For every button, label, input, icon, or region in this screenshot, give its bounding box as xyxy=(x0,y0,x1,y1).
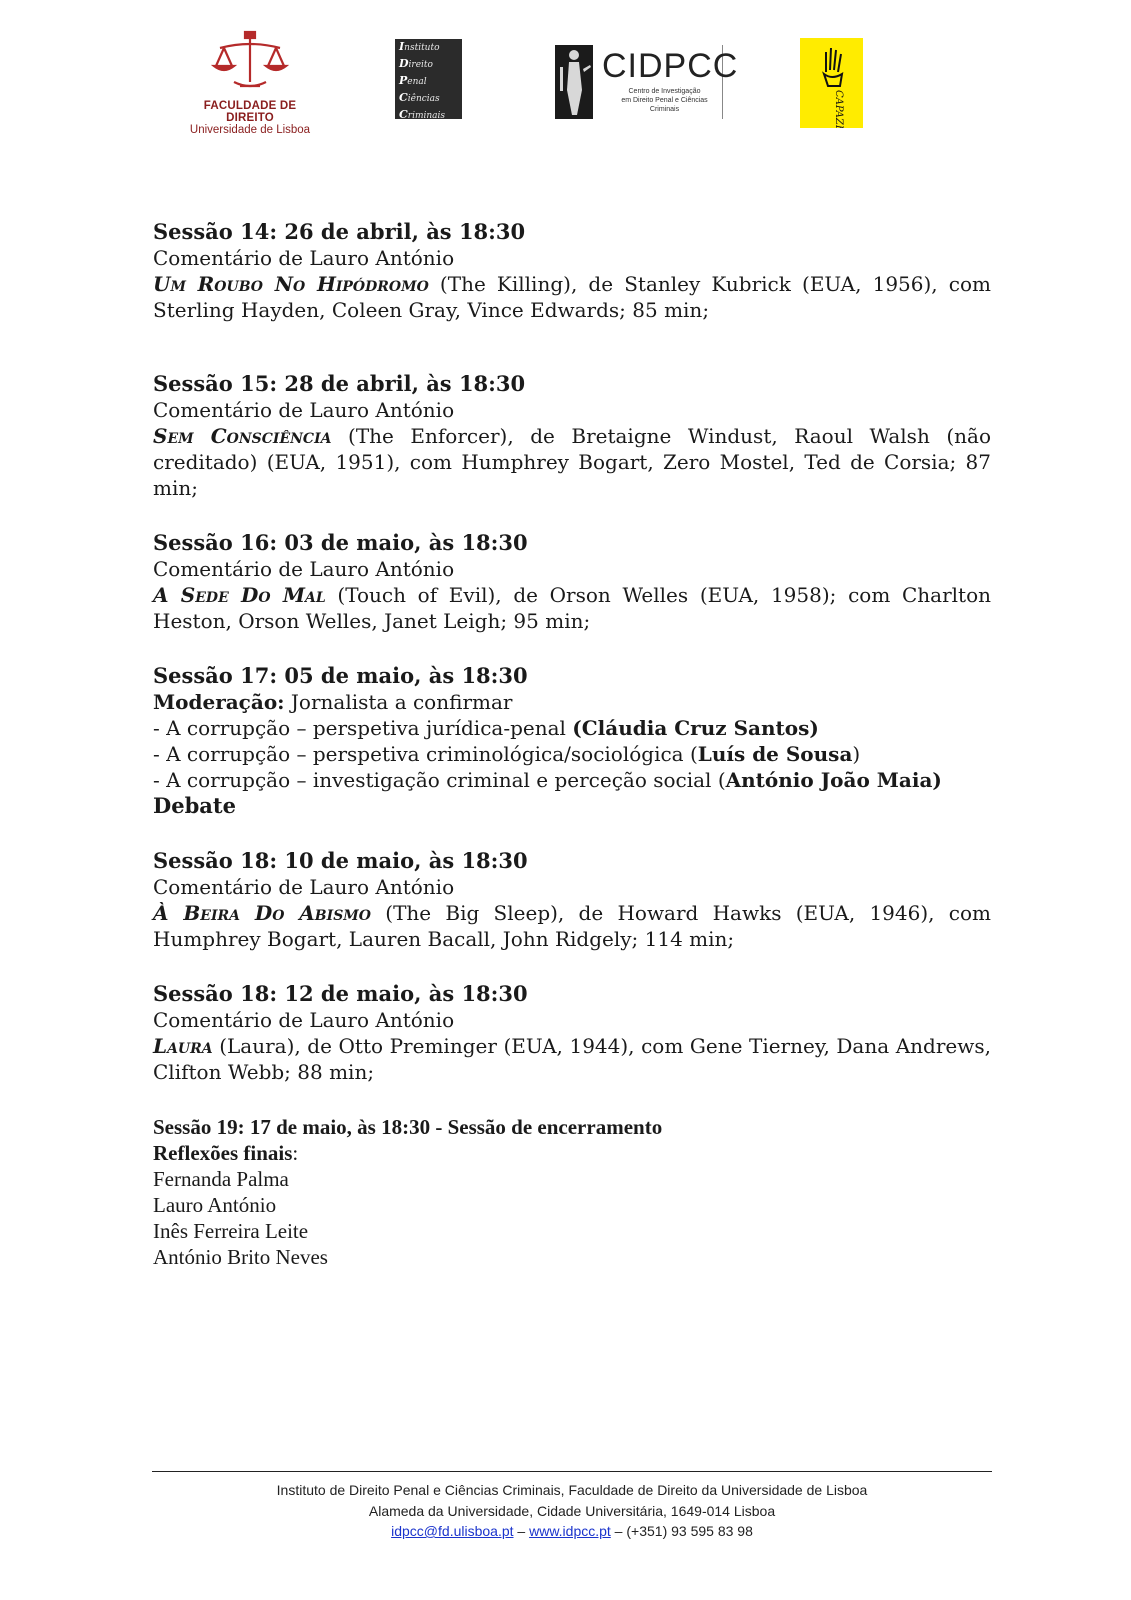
film-details: (The Enforcer), de Bretaigne Windust, Raoul Walsh (não creditado) (EUA, 1951), com Humphrey Bogart, Zero Mostel, Ted de Corsia; 87 min; xyxy=(153,424,992,500)
speaker-name: Lauro António xyxy=(153,1193,277,1217)
film-info xyxy=(153,1033,991,1085)
session-15 xyxy=(153,371,991,501)
email-link[interactable]: idpcc@fd.ulisboa.pt xyxy=(391,1523,514,1539)
session-14 xyxy=(153,219,991,323)
session-comment: Comentário de Lauro António xyxy=(153,1008,455,1032)
film-title: Laura xyxy=(153,1034,213,1058)
session-comment: Comentário de Lauro António xyxy=(153,875,455,899)
film-title: A Sede Do Mal xyxy=(153,583,326,607)
talk-item: - A corrupção – perspetiva criminológica/sociológica (Luís de Sousa) xyxy=(153,742,861,766)
reflections-heading: Reflexões finais: xyxy=(153,1141,299,1165)
cidpcc-name: CIDPCC xyxy=(602,47,739,85)
speaker-name: Inês Ferreira Leite xyxy=(153,1219,309,1243)
film-details: (Laura), de Otto Preminger (EUA, 1944), com Gene Tierney, Dana Andrews, Clifton Webb; 88 min; xyxy=(153,1034,991,1084)
talk-speaker: António João Maia) xyxy=(725,768,942,792)
session-title: Sessão 18: 12 de maio, às 18:30 xyxy=(153,981,528,1006)
session-title: Sessão 17: 05 de maio, às 18:30 xyxy=(153,663,528,688)
debate-label: Debate xyxy=(153,793,236,818)
film-title: Um Roubo No Hipódromo xyxy=(153,272,429,296)
idpcc-line: Direito xyxy=(399,57,433,70)
session-title: Sessão 16: 03 de maio, às 18:30 xyxy=(153,530,528,555)
film-info xyxy=(153,900,991,952)
website-link[interactable]: www.idpcc.pt xyxy=(529,1523,611,1539)
idpcc-line: Criminais xyxy=(399,108,446,121)
talk-item: - A corrupção – perspetiva jurídica-penal (Cláudia Cruz Santos) xyxy=(153,716,819,740)
film-info xyxy=(153,582,991,634)
cidpcc-logo xyxy=(555,45,739,119)
session-title: Sessão 18: 10 de maio, às 18:30 xyxy=(153,848,528,873)
footer xyxy=(152,1480,992,1542)
moderation-value: Jornalista a confirmar xyxy=(284,690,513,714)
idpcc-line: Instituto xyxy=(399,40,440,53)
reflections-label: Reflexões finais xyxy=(153,1141,293,1165)
session-comment: Comentário de Lauro António xyxy=(153,246,455,270)
idpcc-line: Ciências xyxy=(399,91,440,104)
justice-figure-icon xyxy=(555,45,593,119)
session-16 xyxy=(153,530,991,634)
session-title: Sessão 19: 17 de maio, às 18:30 - Sessão de encerramento xyxy=(153,1115,663,1139)
session-18a xyxy=(153,848,991,952)
talk-speaker: Luís de Sousa xyxy=(697,742,853,766)
session-comment: Comentário de Lauro António xyxy=(153,557,455,581)
film-info xyxy=(153,423,991,501)
faculdade-name: FACULDADE DE DIREITO xyxy=(203,100,297,124)
footer-institution: Instituto de Direito Penal e Ciências Criminais, Faculdade de Direito da Universidade de Lisboa xyxy=(276,1482,868,1498)
program-content xyxy=(153,219,991,1299)
film-title: Sem Consciência xyxy=(153,424,332,448)
phone-number: (+351) 93 595 83 98 xyxy=(626,1523,753,1539)
capazes-hand-icon xyxy=(800,38,863,128)
film-details: (The Killing), de Stanley Kubrick (EUA, 1956), com Sterling Hayden, Coleen Gray, Vince Edwards; 85 min; xyxy=(153,272,991,322)
talk-item: - A corrupção – investigação criminal e perceção social (António João Maia) xyxy=(153,768,942,792)
scales-of-justice-icon xyxy=(210,28,290,92)
session-title: Sessão 15: 28 de abril, às 18:30 xyxy=(153,371,526,396)
universidade-name: Universidade de Lisboa xyxy=(189,124,311,136)
session-18b xyxy=(153,981,991,1085)
footer-address: Alameda da Universidade, Cidade Universitária, 1649-014 Lisboa xyxy=(368,1502,776,1519)
film-details: (Touch of Evil), de Orson Welles (EUA, 1958); com Charlton Heston, Orson Welles, Janet Leigh; 95 min; xyxy=(153,583,991,633)
cidpcc-subtitle: Centro de Investigação em Direito Penal e Ciências Criminais xyxy=(621,88,708,113)
talk-speaker: (Cláudia Cruz Santos) xyxy=(572,716,819,740)
speaker-name: Fernanda Palma xyxy=(153,1167,289,1191)
footer-divider xyxy=(152,1471,992,1472)
idpcc-logo xyxy=(395,39,462,119)
header-logos xyxy=(0,0,1131,150)
faculdade-direito-logo xyxy=(180,28,320,136)
session-19 xyxy=(153,1114,991,1270)
footer-contacts: idpcc@fd.ulisboa.pt – www.idpcc.pt – (+351) 93 595 83 98 xyxy=(391,1523,753,1539)
moderation-line xyxy=(153,689,991,715)
moderation-label: Moderação: xyxy=(153,690,285,714)
session-comment: Comentário de Lauro António xyxy=(153,398,455,422)
idpcc-line: Penal xyxy=(399,74,427,87)
film-info xyxy=(153,271,991,323)
speaker-name: António Brito Neves xyxy=(153,1245,328,1269)
film-details: (The Big Sleep), de Howard Hawks (EUA, 1946), com Humphrey Bogart, Lauren Bacall, John Ridgely; 114 min; xyxy=(153,901,991,951)
svg-text:CAPAZES: CAPAZES xyxy=(833,90,844,128)
capazes-logo xyxy=(800,38,863,128)
session-17 xyxy=(153,663,991,819)
film-title: À Beira Do Abismo xyxy=(153,901,371,925)
session-title: Sessão 14: 26 de abril, às 18:30 xyxy=(153,219,526,244)
